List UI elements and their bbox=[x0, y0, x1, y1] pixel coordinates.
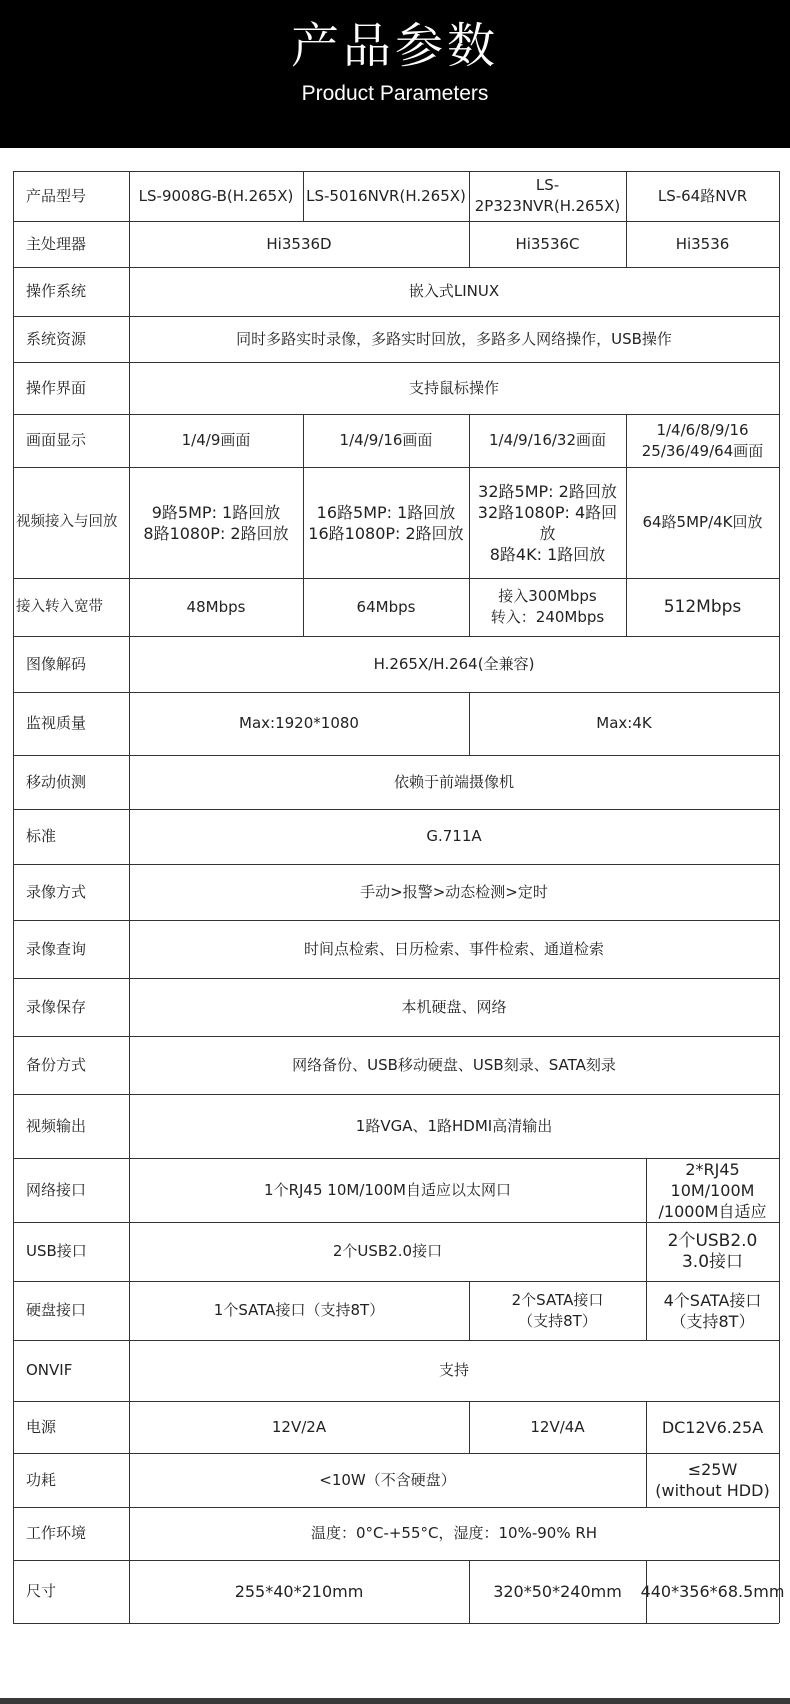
value-size-3: 320*50*240mm bbox=[493, 1582, 622, 1601]
value-standard: G.711A bbox=[426, 827, 482, 845]
row-label-model: 产品型号 bbox=[26, 186, 87, 205]
page-title: 产品参数 bbox=[290, 18, 499, 74]
value-hdd-3: 2个SATA接口 （支持8T） bbox=[511, 1290, 604, 1330]
row-label-rec-save: 录像保存 bbox=[26, 997, 87, 1016]
value-bandwidth-1: 48Mbps bbox=[186, 597, 246, 616]
table-column-rule bbox=[469, 1560, 470, 1623]
table-column-rule bbox=[646, 1281, 647, 1340]
value-video-in-1: 9路5MP: 1路回放 8路1080P: 2路回放 bbox=[143, 502, 289, 543]
value-backup: 网络备份、USB移动硬盘、USB刻录、SATA刻录 bbox=[292, 1055, 616, 1074]
value-video-in-4: 64路5MP/4K回放 bbox=[642, 513, 763, 531]
value-model-1: LS-9008G-B(H.265X) bbox=[138, 186, 294, 205]
table-column-rule bbox=[646, 1401, 647, 1453]
row-label-consumption: 功耗 bbox=[26, 1470, 57, 1489]
value-video-out: 1路VGA、1路HDMI高清输出 bbox=[355, 1116, 553, 1135]
value-consumption-123: <10W（不含硬盘） bbox=[319, 1470, 456, 1489]
value-hdd-12: 1个SATA接口（支持8T） bbox=[213, 1301, 385, 1319]
value-rec-save: 本机硬盘、网络 bbox=[401, 997, 507, 1016]
row-label-size: 尺寸 bbox=[26, 1582, 57, 1600]
value-decode: H.265X/H.264(全兼容) bbox=[373, 654, 535, 673]
footer-bar bbox=[0, 1698, 790, 1704]
row-label-display: 画面显示 bbox=[26, 431, 87, 449]
table-column-rule bbox=[303, 171, 304, 221]
row-label-standard: 标准 bbox=[26, 827, 57, 845]
table-column-rule bbox=[646, 1158, 647, 1222]
value-motion: 依赖于前端摄像机 bbox=[393, 772, 514, 791]
page-subtitle: Product Parameters bbox=[301, 82, 489, 105]
row-label-usb: USB接口 bbox=[26, 1242, 87, 1260]
table-column-rule bbox=[626, 414, 627, 467]
value-bandwidth-3: 接入300Mbps 转入：240Mbps bbox=[490, 587, 605, 626]
table-column-rule bbox=[626, 171, 627, 221]
value-rec-query: 时间点检索、日历检索、事件检索、通道检索 bbox=[303, 939, 604, 958]
value-power-3: 12V/4A bbox=[530, 1417, 585, 1436]
value-os: 嵌入式LINUX bbox=[408, 282, 500, 300]
row-label-video-out: 视频输出 bbox=[26, 1116, 87, 1135]
table-column-rule bbox=[626, 467, 627, 578]
table-column-rule bbox=[469, 692, 470, 755]
value-power-4: DC12V6.25A bbox=[661, 1417, 764, 1437]
value-quality-34: Max:4K bbox=[596, 714, 652, 732]
row-label-os: 操作系统 bbox=[26, 282, 87, 300]
row-label-quality: 监视质量 bbox=[26, 714, 87, 732]
table-column-rule bbox=[779, 171, 780, 1623]
row-label-cpu: 主处理器 bbox=[26, 234, 87, 253]
table-column-rule bbox=[626, 221, 627, 267]
table-rule bbox=[13, 1623, 779, 1624]
value-network-4: 2*RJ45 10M/100M /1000M自适应 bbox=[658, 1159, 767, 1221]
table-column-rule bbox=[626, 578, 627, 636]
row-label-network: 网络接口 bbox=[26, 1180, 87, 1199]
value-rec-mode: 手动>报警>动态检测>定时 bbox=[360, 882, 548, 901]
row-label-rec-query: 录像查询 bbox=[26, 939, 87, 958]
row-label-video-in: 视频接入与回放 bbox=[16, 514, 118, 530]
row-label-bandwidth: 接入转入宽带 bbox=[16, 598, 103, 615]
row-label-rec-mode: 录像方式 bbox=[26, 882, 87, 901]
value-model-2: LS-5016NVR(H.265X) bbox=[306, 186, 466, 205]
table-column-rule bbox=[469, 414, 470, 467]
row-label-onvif: ONVIF bbox=[26, 1361, 73, 1379]
value-bandwidth-2: 64Mbps bbox=[356, 597, 416, 616]
value-display-1: 1/4/9画面 bbox=[181, 431, 251, 449]
value-hdd-4: 4个SATA接口 （支持8T） bbox=[663, 1290, 762, 1331]
value-power-12: 12V/2A bbox=[271, 1417, 327, 1436]
value-ui: 支持鼠标操作 bbox=[408, 378, 499, 397]
row-label-decode: 图像解码 bbox=[26, 654, 87, 673]
value-resources: 同时多路实时录像，多路实时回放，多路多人网络操作，USB操作 bbox=[236, 329, 672, 348]
value-video-in-3: 32路5MP: 2路回放 32路1080P: 4路回放 8路4K: 1路回放 bbox=[477, 481, 618, 564]
row-label-backup: 备份方式 bbox=[26, 1055, 87, 1074]
row-label-hdd: 硬盘接口 bbox=[26, 1301, 87, 1319]
value-model-3: LS-2P323NVR(H.265X) bbox=[474, 176, 621, 215]
value-cpu-12: Hi3536D bbox=[266, 234, 332, 253]
table-column-rule bbox=[646, 1453, 647, 1507]
value-bandwidth-4: 512Mbps bbox=[663, 596, 742, 617]
value-video-in-2: 16路5MP: 1路回放 16路1080P: 2路回放 bbox=[308, 502, 464, 543]
value-display-2: 1/4/9/16画面 bbox=[339, 431, 433, 449]
value-cpu-3: Hi3536C bbox=[515, 234, 580, 253]
row-label-power: 电源 bbox=[26, 1417, 57, 1436]
table-column-rule bbox=[646, 1560, 647, 1623]
table-column-rule bbox=[303, 414, 304, 467]
value-size-12: 255*40*210mm bbox=[234, 1582, 364, 1601]
row-label-ui: 操作界面 bbox=[26, 378, 87, 397]
table-column-rule bbox=[469, 1281, 470, 1340]
value-network-123: 1个RJ45 10M/100M自适应以太网口 bbox=[264, 1180, 511, 1199]
table-column-rule bbox=[646, 1222, 647, 1281]
table-column-rule bbox=[469, 171, 470, 221]
value-cpu-4: Hi3536 bbox=[675, 234, 730, 253]
value-environment: 温度：0°C-+55°C，湿度：10%-90% RH bbox=[310, 1524, 598, 1542]
value-display-4: 1/4/6/8/9/16 25/36/49/64画面 bbox=[641, 420, 764, 460]
table-column-rule bbox=[303, 467, 304, 578]
value-display-3: 1/4/9/16/32画面 bbox=[488, 431, 607, 449]
value-size-4: 440*356*68.5mm bbox=[640, 1582, 785, 1601]
table-column-rule bbox=[469, 221, 470, 267]
value-quality-12: Max:1920*1080 bbox=[239, 714, 359, 732]
row-label-motion: 移动侦测 bbox=[26, 772, 87, 791]
value-usb-123: 2个USB2.0接口 bbox=[332, 1242, 443, 1260]
value-onvif: 支持 bbox=[438, 1361, 469, 1379]
table-column-rule bbox=[469, 467, 470, 578]
value-consumption-4: ≤25W (without HDD) bbox=[655, 1460, 770, 1500]
table-column-rule bbox=[469, 578, 470, 636]
value-model-4: LS-64路NVR bbox=[657, 186, 748, 205]
value-usb-4: 2个USB2.0 3.0接口 bbox=[667, 1230, 758, 1272]
table-column-rule bbox=[469, 1401, 470, 1453]
table-column-rule bbox=[303, 578, 304, 636]
row-label-environment: 工作环境 bbox=[26, 1524, 87, 1542]
row-label-resources: 系统资源 bbox=[26, 329, 87, 348]
